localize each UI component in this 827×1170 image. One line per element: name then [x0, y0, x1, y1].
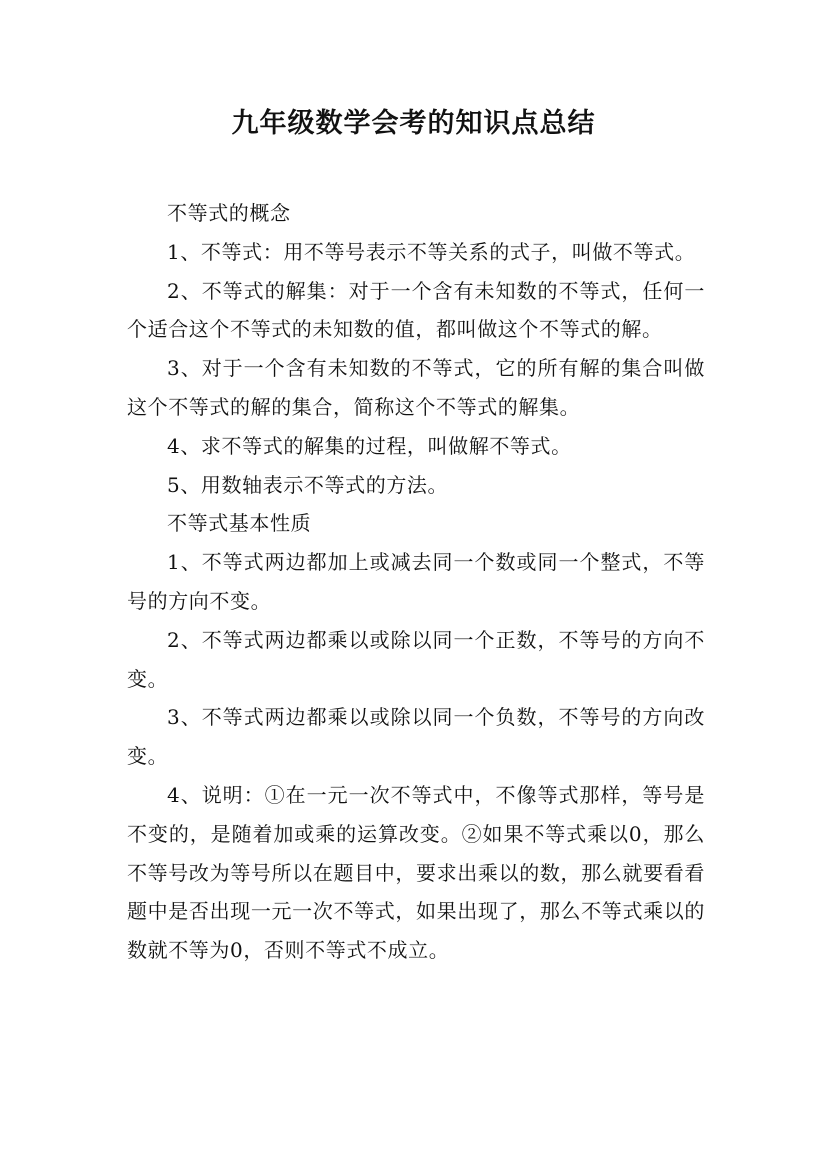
section-heading-concept: 不等式的概念	[167, 201, 291, 225]
paragraph-concept-2: 2、不等式的解集：对于一个含有未知数的不等式，任何一个适合这个不等式的未知数的值，都叫做这个不等式的解。	[127, 278, 705, 342]
paragraph-property-4: 4、说明：①在一元一次不等式中，不像等式那样，等号是不变的，是随着加或乘的运算改变。②如果不等式乘以0，那么不等号改为等号所以在题目中，要求出乘以的数，那么就要看看题中是否出现一元一次不等式，如果出现了，那么不等式乘以的数就不等为0，否则不等式不成立。	[127, 782, 705, 963]
document-title: 九年级数学会考的知识点总结	[231, 108, 596, 139]
paragraph-concept-1: 1、不等式：用不等号表示不等关系的式子，叫做不等式。	[167, 239, 696, 264]
paragraph-concept-4: 4、求不等式的解集的过程，叫做解不等式。	[167, 433, 572, 458]
paragraph-concept-5: 5、用数轴表示不等式的方法。	[167, 472, 449, 497]
paragraph-property-2: 2、不等式两边都乘以或除以同一个正数，不等号的方向不变。	[127, 627, 705, 691]
section-heading-properties: 不等式基本性质	[167, 511, 312, 536]
paragraph-property-1: 1、不等式两边都加上或减去同一个数或同一个整式，不等号的方向不变。	[127, 550, 705, 613]
paragraph-concept-3: 3、对于一个含有未知数的不等式，它的所有解的集合叫做这个不等式的解的集合，简称这个不等式的解集。	[127, 356, 705, 419]
paragraph-property-3: 3、不等式两边都乘以或除以同一个负数，不等号的方向改变。	[127, 705, 705, 769]
document-body	[127, 194, 705, 970]
